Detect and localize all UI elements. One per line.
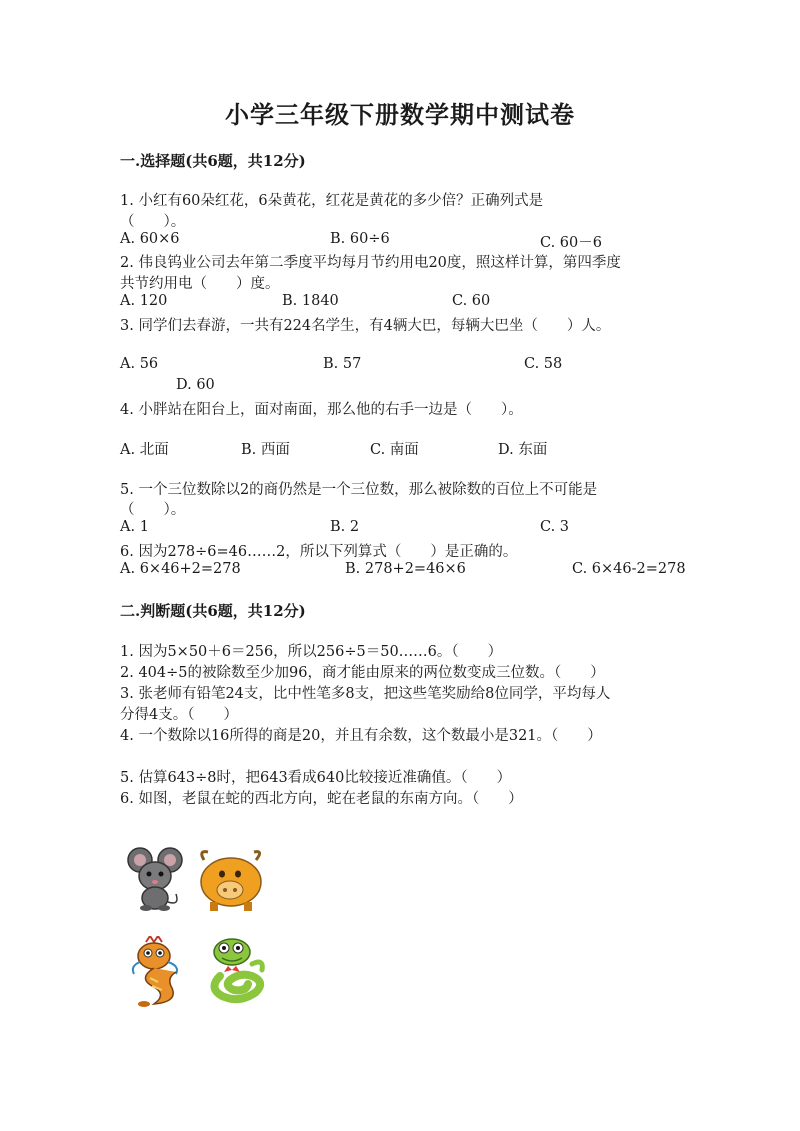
option-b: B. 西面 (241, 442, 290, 458)
option-b: B. 57 (323, 356, 362, 372)
question-text: 5. 一个三位数除以2的商仍然是一个三位数，那么被除数的百位上不可能是 (120, 482, 598, 498)
question-text: 1. 小红有60朵红花，6朵黄花，红花是黄花的多少倍？正确列式是 (120, 193, 544, 209)
section-heading-judge: 二.判断题(共6题，共12分) (120, 602, 306, 620)
option-a: A. 120 (120, 293, 168, 309)
snake-icon (206, 936, 270, 1006)
option-c: C. 58 (524, 356, 563, 372)
option-b: B. 1840 (282, 293, 339, 309)
option-c: C. 南面 (370, 442, 419, 458)
option-b: B. 2 (330, 519, 360, 535)
ox-icon (194, 848, 268, 912)
question-text: （ ）。 (120, 502, 186, 518)
option-c: C. 6×46-2=278 (572, 561, 686, 577)
zodiac-figure (126, 846, 276, 1016)
question-text: 6. 因为278÷6=46……2，所以下列算式（ ）是正确的。 (120, 544, 518, 560)
mouse-icon (126, 846, 184, 912)
option-c: C. 60 (452, 293, 491, 309)
option-b: B. 60÷6 (330, 231, 390, 247)
judge-item: 5. 估算643÷8时，把643看成640比较接近准确值。（ ） (120, 770, 512, 786)
option-d: D. 东面 (498, 442, 548, 458)
option-c: C. 60－6 (540, 235, 602, 251)
option-a: A. 1 (120, 519, 149, 535)
option-c: C. 3 (540, 519, 570, 535)
judge-item: 1. 因为5×50＋6＝256，所以256÷5＝50……6。（ ） (120, 644, 503, 660)
judge-item: 4. 一个数除以16所得的商是20，并且有余数，这个数最小是321。（ ） (120, 728, 602, 744)
question-text: 共节约用电（ ）度。 (120, 276, 280, 292)
question-text: 3. 同学们去春游，一共有224名学生，有4辆大巴，每辆大巴坐（ ）人。 (120, 318, 611, 334)
judge-item: 6. 如图，老鼠在蛇的西北方向，蛇在老鼠的东南方向。（ ） (120, 791, 523, 807)
dragon-icon (128, 936, 190, 1008)
option-b: B. 278+2=46×6 (345, 561, 466, 577)
option-a: A. 60×6 (120, 231, 180, 247)
option-a: A. 6×46+2=278 (120, 561, 241, 577)
question-text: 4. 小胖站在阳台上，面对南面，那么他的右手一边是（ ）。 (120, 402, 523, 418)
question-text: 2. 伟良钨业公司去年第二季度平均每月节约用电20度，照这样计算，第四季度 (120, 255, 621, 271)
option-d: D. 60 (176, 377, 215, 393)
section-heading-choice: 一.选择题(共6题，共12分) (120, 152, 306, 170)
judge-item: 3. 张老师有铅笔24支，比中性笔多8支，把这些笔奖励给8位同学，平均每人 (120, 686, 611, 702)
option-a: A. 北面 (120, 442, 169, 458)
question-text: （ ）。 (120, 214, 186, 230)
judge-item: 分得4支。（ ） (120, 707, 238, 723)
judge-item: 2. 404÷5的被除数至少加96，商才能由原来的两位数变成三位数。（ ） (120, 665, 605, 681)
page-title: 小学三年级下册数学期中测试卷 (225, 100, 575, 129)
option-a: A. 56 (120, 356, 159, 372)
